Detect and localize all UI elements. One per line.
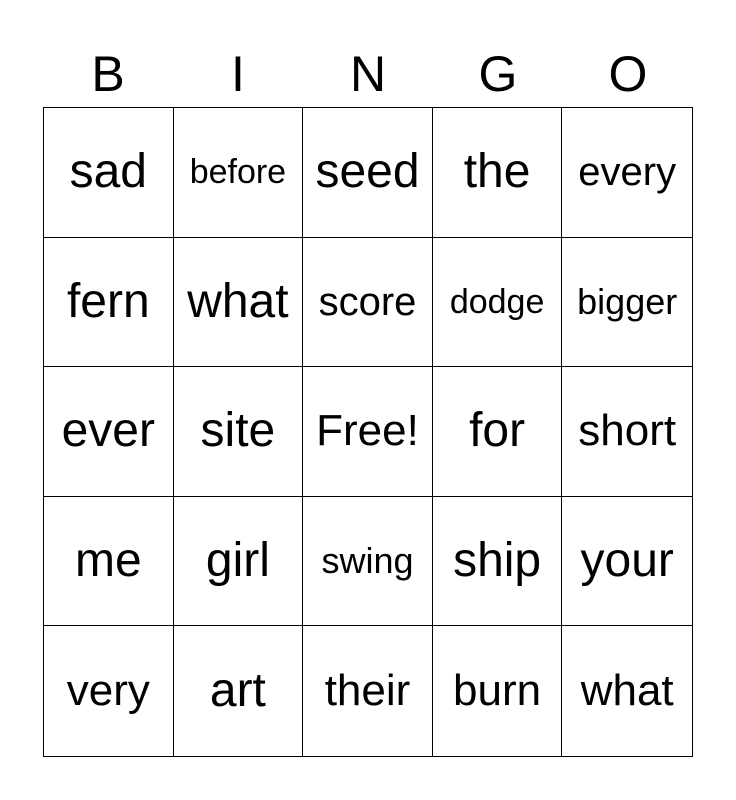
bingo-cell: your bbox=[562, 497, 692, 627]
header-letter-g: G bbox=[478, 46, 518, 102]
bingo-cell: girl bbox=[174, 497, 304, 627]
bingo-cell: ship bbox=[433, 497, 563, 627]
bingo-cell: bigger bbox=[562, 238, 692, 368]
header-letter-n: N bbox=[349, 46, 387, 102]
bingo-cell: for bbox=[433, 367, 563, 497]
bingo-cell: what bbox=[580, 666, 674, 716]
bingo-cell: seed bbox=[303, 108, 433, 238]
bingo-cell: short bbox=[562, 367, 692, 497]
bingo-cell: score bbox=[303, 238, 433, 368]
bingo-cell: their bbox=[303, 626, 433, 756]
bingo-cell: art bbox=[174, 626, 304, 756]
bingo-cell: swing bbox=[303, 497, 433, 627]
header-letter-b: B bbox=[91, 46, 125, 102]
bingo-cell: fern bbox=[44, 238, 174, 368]
header-letter-i: I bbox=[231, 46, 245, 102]
bingo-cell: dodge bbox=[433, 238, 563, 368]
bingo-cell: the bbox=[433, 108, 563, 238]
bingo-cell: every bbox=[562, 108, 692, 238]
bingo-cell: burn bbox=[433, 626, 563, 756]
bingo-cell: sad bbox=[44, 108, 174, 238]
bingo-cell: site bbox=[174, 367, 304, 497]
bingo-cell: me bbox=[44, 497, 174, 627]
bingo-header bbox=[43, 40, 693, 108]
bingo-cell: very bbox=[44, 626, 174, 756]
bingo-cell: before bbox=[174, 108, 304, 238]
bingo-cell: what bbox=[174, 238, 304, 368]
bingo-cell-free-space: Free! bbox=[303, 367, 433, 497]
bingo-cell: ever bbox=[44, 367, 174, 497]
bingo-grid bbox=[43, 107, 693, 757]
header-letter-o: O bbox=[608, 46, 648, 102]
